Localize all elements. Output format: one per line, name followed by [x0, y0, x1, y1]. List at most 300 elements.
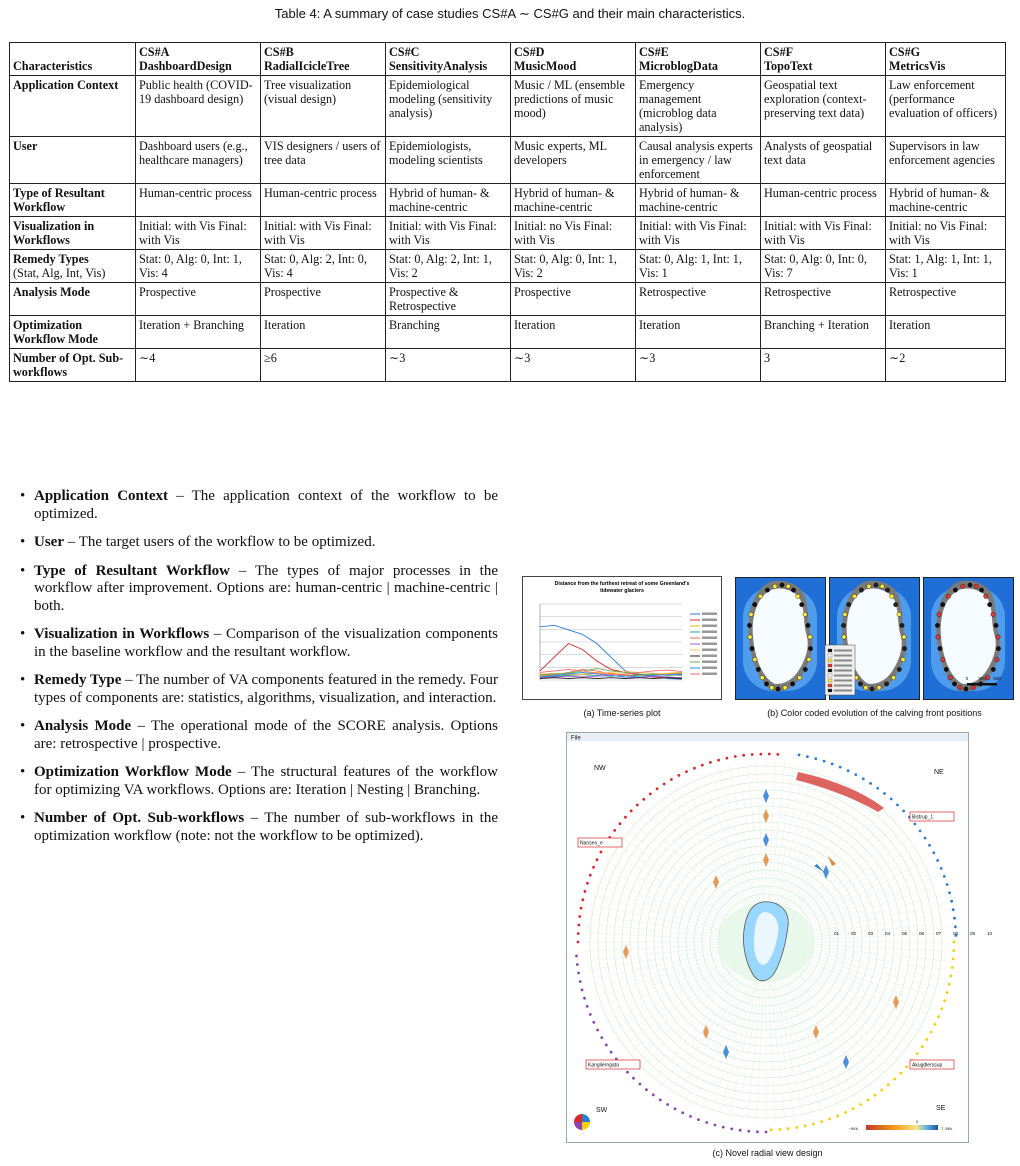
glacier-marker: [894, 602, 898, 606]
table-cell: Emergency management (microblog data analysis): [636, 76, 761, 137]
table-cell: Prospective & Retrospective: [386, 283, 511, 316]
legend-text-placeholder: [834, 650, 852, 652]
glacier-marker: [747, 623, 751, 627]
glacier-dot: [576, 963, 579, 966]
glacier-dot: [659, 1099, 662, 1102]
glacier-label: Bistrup_1: [912, 814, 934, 821]
list-item: • Number of Opt. Sub-workflows – The number of sub-workflows in the optimization workflow (note: not the workflow to be optimized).: [20, 810, 498, 844]
table-caption: Table 4: A summary of case studies CS#A ∼ CS#G and their main characteristics.: [274, 6, 746, 21]
definition-term: Number of Opt. Sub-workflows: [34, 810, 245, 826]
glacier-marker: [991, 612, 995, 616]
glacier-dot: [778, 1128, 781, 1131]
table-cell: Initial: with Vis Final: with Vis: [636, 217, 761, 250]
table-cell: ∼3: [511, 349, 636, 382]
calving-front-maps: [735, 577, 1014, 700]
glacier-dot: [883, 792, 886, 795]
color-scale-min: −5Kk: [848, 1126, 858, 1131]
definition-text: – The structural features of the workflow for optimizing VA workflows. Options are: Iteration | Nesting | Branching.: [34, 764, 498, 798]
list-item: • Application Context – The application context of the workflow to be optimized.: [20, 488, 499, 522]
glacier-dot: [722, 1126, 725, 1129]
legend-swatch: [828, 664, 832, 667]
table-cell: Branching + Iteration: [761, 316, 886, 349]
table-cell: Stat: 0, Alg: 0, Int: 1, Vis: 4: [136, 250, 261, 283]
list-item: • Remedy Type – The number of VA components featured in the remedy. Four types of components are: statistics, algorithms, visualization, and interaction.: [20, 672, 498, 706]
legend-text-placeholder: [702, 619, 717, 622]
glacier-marker: [867, 584, 871, 588]
glacier-dot: [693, 767, 696, 770]
table-cell: Epidemiologists, modeling scientists: [386, 137, 511, 184]
glacier-dot: [630, 810, 633, 813]
figure-a-caption: (a) Time-series plot: [583, 708, 661, 718]
glacier-dot: [787, 1127, 790, 1130]
table-row: [10, 349, 1006, 382]
glacier-dot: [844, 1111, 847, 1114]
glacier-marker: [877, 686, 881, 690]
legend-swatch: [828, 654, 832, 657]
glacier-dot: [709, 761, 712, 764]
glacier-dot: [768, 753, 771, 756]
table-cell: Retrospective: [886, 283, 1006, 316]
glacier-marker: [902, 646, 906, 650]
column-header: CS#B RadialIcicleTree: [261, 43, 386, 76]
glacier-marker: [938, 646, 942, 650]
glacier-dot: [600, 851, 603, 854]
glacier-marker: [968, 583, 972, 587]
table-cell: ∼3: [636, 349, 761, 382]
glacier-marker: [756, 667, 760, 671]
glacier-dot: [948, 983, 951, 986]
table-cell: Iteration: [886, 316, 1006, 349]
table-cell: Iteration: [261, 316, 386, 349]
glacier-marker: [902, 635, 906, 639]
ring-number: 09: [970, 931, 976, 936]
glacier-dot: [751, 753, 754, 756]
glacier-dot: [610, 1051, 613, 1054]
glacier-marker: [791, 588, 795, 592]
glacier-dot: [592, 1021, 595, 1024]
color-scale-max: 7..6Kk: [941, 1126, 953, 1131]
row-header: Optimization Workflow Mode: [10, 316, 136, 349]
glacier-dot: [836, 1114, 839, 1117]
glacier-marker: [991, 667, 995, 671]
glacier-dot: [919, 830, 922, 833]
glacier-marker: [995, 657, 999, 661]
glacier-marker: [758, 594, 762, 598]
table-cell: Initial: no Vis Final: with Vis: [511, 217, 636, 250]
glacier-dot: [950, 975, 953, 978]
glacier-marker: [790, 682, 794, 686]
glacier-dot: [932, 851, 935, 854]
glacier-dot: [592, 866, 595, 869]
glacier-dot: [952, 958, 955, 961]
row-header: User: [10, 137, 136, 184]
table-cell: VIS designers / users of tree data: [261, 137, 386, 184]
definitions-list: [20, 488, 498, 856]
glacier-dot: [581, 989, 584, 992]
table-cell: 3: [761, 349, 886, 382]
glacier-dot: [759, 753, 762, 756]
table-row: [10, 76, 1006, 137]
glacier-dot: [804, 1125, 807, 1128]
glacier-marker: [953, 588, 957, 592]
glacier-marker: [961, 584, 965, 588]
list-item: • Type of Resultant Workflow – The types of major processes in the workflow after improvement. Options are: human-centric | machine-centric | both.: [20, 562, 499, 614]
glacier-dot: [678, 774, 681, 777]
column-header: CS#C SensitivityAnalysis: [386, 43, 511, 76]
figure-b-caption: (b) Color coded evolution of the calving front positions: [767, 708, 982, 718]
table-row: [10, 137, 1006, 184]
glacier-dot: [734, 755, 737, 758]
glacier-dot: [705, 1121, 708, 1124]
radial-view: [566, 732, 993, 1143]
glacier-dot: [953, 917, 956, 920]
glacier-dot: [876, 787, 879, 790]
column-header: CS#D MusicMood: [511, 43, 636, 76]
legend-text-placeholder: [834, 670, 852, 672]
legend-swatch: [828, 669, 832, 672]
glacier-dot: [854, 773, 857, 776]
file-menu[interactable]: File: [571, 735, 581, 742]
glacier-marker: [748, 635, 752, 639]
glacier-dot: [584, 890, 587, 893]
definition-text: – Comparison of the visualization components in the baseline workflow and the resultant workflow.: [34, 626, 498, 660]
glacier-dot: [575, 955, 578, 958]
glacier-dot: [874, 1094, 877, 1097]
table-cell: ≥6: [261, 349, 386, 382]
row-header: Visualization in Workflows: [10, 217, 136, 250]
glacier-marker: [764, 682, 768, 686]
legend-text-placeholder: [702, 643, 717, 646]
glacier-dot: [747, 1130, 750, 1133]
glacier-dot: [852, 1107, 855, 1110]
glacier-dot: [613, 829, 616, 832]
glacier-dot: [940, 1007, 943, 1010]
table-cell: Stat: 1, Alg: 1, Int: 1, Vis: 1: [886, 250, 1006, 283]
chart-title: Distance from the furthest retreat of some Greenland's: [554, 581, 690, 587]
quadrant-pie: [574, 1114, 590, 1130]
map-panel: [736, 578, 826, 700]
glacier-marker: [808, 646, 812, 650]
glacier-dot: [674, 1107, 677, 1110]
glacier-dot: [596, 858, 599, 861]
glacier-dot: [952, 908, 955, 911]
glacier-dot: [924, 837, 927, 840]
glacier-dot: [666, 1103, 669, 1106]
glacier-marker: [753, 602, 757, 606]
glacier-dot: [579, 980, 582, 983]
table-cell: ∼3: [386, 349, 511, 382]
glacier-marker: [806, 623, 810, 627]
legend-swatch: [828, 649, 832, 652]
ring-number: 04: [885, 931, 891, 936]
glacier-dot: [670, 778, 673, 781]
glacier-dot: [626, 1071, 629, 1074]
legend-box: [825, 645, 855, 695]
glacier-marker: [952, 682, 956, 686]
glacier-dot: [739, 1129, 742, 1132]
glacier-dot: [701, 764, 704, 767]
glacier-dot: [812, 1123, 815, 1126]
glacier-marker: [870, 687, 874, 691]
compass-label: NE: [934, 769, 944, 776]
glacier-marker: [985, 676, 989, 680]
legend-text-placeholder: [834, 685, 852, 687]
legend-text-placeholder: [834, 655, 852, 657]
legend-swatch: [828, 659, 832, 662]
table-cell: Stat: 0, Alg: 1, Int: 1, Vis: 1: [636, 250, 761, 283]
glacier-dot: [896, 804, 899, 807]
glacier-marker: [770, 686, 774, 690]
glacier-dot: [589, 874, 592, 877]
legend-text-placeholder: [702, 661, 717, 664]
ring-number: 10: [987, 931, 993, 936]
glacier-dot: [951, 966, 954, 969]
legend-text-placeholder: [702, 631, 717, 634]
glacier-dot: [636, 804, 639, 807]
definition-text: – The operational mode of the SCORE analysis. Options are: retrospective | prospective.: [34, 718, 499, 752]
table-cell: Prospective: [511, 283, 636, 316]
glacier-dot: [642, 798, 645, 801]
map-panel: [924, 578, 1014, 700]
definition-text: – The number of sub-workflows in the optimization workflow (note: not the workflow to be optimized).: [34, 810, 498, 844]
table-cell: Stat: 0, Alg: 0, Int: 1, Vis: 2: [511, 250, 636, 283]
table-cell: Hybrid of human- & machine-centric: [636, 184, 761, 217]
glacier-dot: [795, 1126, 798, 1129]
glacier-dot: [943, 999, 946, 1002]
glacier-dot: [954, 925, 957, 928]
glacier-dot: [950, 900, 953, 903]
glacier-dot: [714, 1124, 717, 1127]
glacier-dot: [823, 760, 826, 763]
glacier-marker: [935, 623, 939, 627]
glacier-dot: [605, 1044, 608, 1047]
glacier-dot: [899, 1072, 902, 1075]
glacier-marker: [948, 676, 952, 680]
glacier-marker: [842, 635, 846, 639]
row-header: Type of Resultant Workflow: [10, 184, 136, 217]
table-cell: Music experts, ML developers: [511, 137, 636, 184]
glacier-marker: [808, 635, 812, 639]
glacier-dot: [930, 1031, 933, 1034]
glacier-marker: [971, 686, 975, 690]
table-cell: Human-centric process: [136, 184, 261, 217]
glacier-dot: [847, 769, 850, 772]
row-header: Analysis Mode: [10, 283, 136, 316]
definition-term: Remedy Type: [34, 672, 122, 688]
glacier-marker: [944, 667, 948, 671]
glacier-dot: [880, 1089, 883, 1092]
glacier-marker: [979, 588, 983, 592]
legend-text-placeholder: [702, 613, 717, 616]
table-cell: Initial: no Vis Final: with Vis: [886, 217, 1006, 250]
glacier-dot: [578, 915, 581, 918]
glacier-marker: [847, 602, 851, 606]
glacier-dot: [934, 1023, 937, 1026]
glacier-dot: [902, 810, 905, 813]
glacier-dot: [893, 1078, 896, 1081]
list-item: • Visualization in Workflows – Comparison of the visualization components in the baseline workflow and the resultant workflow.: [20, 626, 498, 660]
glacier-marker: [974, 584, 978, 588]
table-cell: Iteration: [511, 316, 636, 349]
definition-text: – The target users of the workflow to be optimized.: [64, 534, 376, 550]
definition-term: Analysis Mode: [34, 718, 132, 734]
glacier-marker: [800, 602, 804, 606]
glacier-marker: [807, 657, 811, 661]
color-scale-bar: [866, 1125, 938, 1130]
table-cell: Stat: 0, Alg: 2, Int: 1, Vis: 2: [386, 250, 511, 283]
compass-label: NW: [594, 765, 606, 772]
glacier-dot: [798, 754, 801, 757]
glacier-marker: [765, 588, 769, 592]
glacier-dot: [869, 782, 872, 785]
legend-text-placeholder: [834, 675, 852, 677]
ring-number: 03: [868, 931, 874, 936]
scale-label: 0: [965, 676, 969, 681]
color-scale-zero: 0: [915, 1119, 919, 1124]
glacier-dot: [839, 766, 842, 769]
legend-swatch: [828, 679, 832, 682]
glacier-dot: [916, 1052, 919, 1055]
menu-bar: [567, 733, 968, 741]
table-cell: Stat: 0, Alg: 0, Int: 0, Vis: 7: [761, 250, 886, 283]
table-cell: Hybrid of human- & machine-centric: [886, 184, 1006, 217]
list-item: • Analysis Mode – The operational mode of the SCORE analysis. Options are: retrospective | prospective.: [20, 718, 499, 752]
glacier-dot: [928, 844, 931, 847]
table-row: [10, 316, 1006, 349]
table-cell: Prospective: [261, 283, 386, 316]
ring-number: 01: [834, 931, 840, 936]
table-cell: Stat: 0, Alg: 2, Int: 0, Vis: 4: [261, 250, 386, 283]
glacier-dot: [681, 1111, 684, 1114]
table-cell: Initial: with Vis Final: with Vis: [261, 217, 386, 250]
glacier-dot: [577, 932, 580, 935]
glacier-dot: [770, 1129, 773, 1132]
definition-term: Application Context: [34, 488, 169, 504]
glacier-dot: [765, 1131, 768, 1134]
glacier-marker: [958, 686, 962, 690]
glacier-dot: [726, 757, 729, 760]
table-cell: Geospatial text exploration (context-preserving text data): [761, 76, 886, 137]
glacier-dot: [806, 755, 809, 758]
ring-number: 08: [953, 931, 959, 936]
glacier-marker: [891, 676, 895, 680]
glacier-marker: [964, 687, 968, 691]
table-cell: ∼2: [886, 349, 1006, 382]
table-row: [10, 217, 1006, 250]
glacier-marker: [796, 594, 800, 598]
definition-text: – The types of major processes in the workflow after improvement. Options are: human-centric | machine-centric | both.: [34, 562, 499, 614]
glacier-dot: [952, 949, 955, 952]
figure-c-caption: (c) Novel radial view design: [712, 1148, 823, 1158]
glacier-marker: [884, 682, 888, 686]
glacier-marker: [996, 646, 1000, 650]
glacier-marker: [890, 594, 894, 598]
glacier-dot: [831, 763, 834, 766]
row-header: Remedy Types (Stat, Alg, Int, Vis): [10, 250, 136, 283]
ring-number: 07: [936, 931, 942, 936]
definition-term: Optimization Workflow Mode: [34, 764, 232, 780]
glacier-dot: [586, 1005, 589, 1008]
glacier-marker: [996, 635, 1000, 639]
glacier-dot: [624, 816, 627, 819]
glacier-dot: [943, 875, 946, 878]
glacier-dot: [887, 1083, 890, 1086]
glacier-marker: [841, 623, 845, 627]
legend-text-placeholder: [834, 665, 852, 667]
glacier-dot: [645, 1088, 648, 1091]
table-cell: Supervisors in law enforcement agencies: [886, 137, 1006, 184]
legend-swatch: [828, 689, 832, 692]
glacier-dot: [776, 753, 779, 756]
time-series-plot: [522, 576, 722, 700]
table-cell: Causal analysis experts in emergency / law enforcement: [636, 137, 761, 184]
glacier-marker: [797, 676, 801, 680]
definition-text: – The application context of the workflow to be optimized.: [34, 488, 499, 522]
glacier-dot: [925, 1038, 928, 1041]
legend-text-placeholder: [834, 660, 852, 662]
legend-text-placeholder: [702, 673, 717, 676]
table-cell: Hybrid of human- & machine-centric: [511, 184, 636, 217]
glacier-dot: [914, 823, 917, 826]
glacier-dot: [656, 787, 659, 790]
glacier-marker: [859, 588, 863, 592]
glacier-marker: [874, 583, 878, 587]
glacier-dot: [583, 997, 586, 1000]
definition-term: User: [34, 534, 64, 550]
table-header-row: [10, 43, 1006, 76]
glacier-dot: [586, 882, 589, 885]
glacier-marker: [843, 612, 847, 616]
table-cell: Human-centric process: [261, 184, 386, 217]
table-cell: ∼4: [136, 349, 261, 382]
glacier-marker: [753, 657, 757, 661]
glacier-dot: [937, 1015, 940, 1018]
glacier-marker: [880, 584, 884, 588]
glacier-marker: [749, 612, 753, 616]
glacier-dot: [577, 924, 580, 927]
glacier-marker: [946, 594, 950, 598]
glacier-label: Nanseo_e: [580, 840, 603, 847]
table-cell: Prospective: [136, 283, 261, 316]
glacier-dot: [717, 759, 720, 762]
glacier-label: Kangilerngata: [588, 1062, 619, 1069]
glacier-marker: [864, 686, 868, 690]
glacier-dot: [921, 1045, 924, 1048]
glacier-dot: [862, 777, 865, 780]
chart-title-line2: tidewater glaciers: [600, 588, 644, 594]
definition-term: Type of Resultant Workflow: [34, 562, 231, 579]
table-row: [10, 184, 1006, 217]
ring-number: 05: [902, 931, 908, 936]
glacier-dot: [859, 1103, 862, 1106]
glacier-dot: [639, 1083, 642, 1086]
legend-text-placeholder: [834, 680, 852, 682]
column-header: CS#G MetricsVis: [886, 43, 1006, 76]
glacier-dot: [905, 1065, 908, 1068]
glacier-marker: [803, 667, 807, 671]
glacier-marker: [852, 594, 856, 598]
scale-bar: [967, 683, 997, 686]
column-header: CS#E MicroblogData: [636, 43, 761, 76]
glacier-dot: [936, 859, 939, 862]
glacier-dot: [953, 941, 956, 944]
glacier-dot: [890, 798, 893, 801]
glacier-dot: [814, 757, 817, 760]
table-row: [10, 250, 1006, 283]
table-cell: Branching: [386, 316, 511, 349]
glacier-dot: [577, 941, 580, 944]
glacier-marker: [941, 602, 945, 606]
